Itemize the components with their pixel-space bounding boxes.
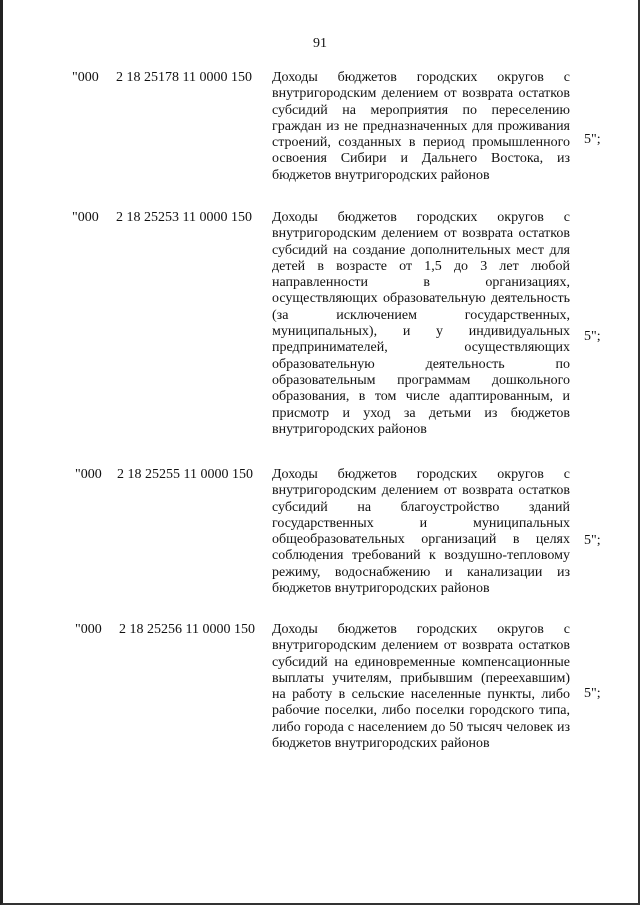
entry-suffix: 5"; — [584, 686, 601, 701]
entry-prefix: "000 — [72, 210, 99, 225]
entry-prefix: "000 — [72, 70, 99, 85]
budget-classification-code: 2 18 25256 11 0000 150 — [119, 622, 255, 637]
budget-classification-code: 2 18 25255 11 0000 150 — [117, 467, 253, 482]
entry-suffix: 5"; — [584, 329, 601, 344]
entry-description: Доходы бюджетов городских округов с внутригородским делением от возврата остатков субсидий на единовременные компенсационные выплаты учителям, прибывшим (переехавшим) на работу в сельские населенные пункты, либо рабочие поселки, либо поселки городского типа, либо города с населением до 50 тысяч человек из бюджетов внутригородских районов — [272, 622, 570, 752]
entry-description: Доходы бюджетов городских округов с внутригородским делением от возврата остатков субсидий на создание дополнительных мест для детей в возрасте от 1,5 до 3 лет любой направленности в организациях, осуществляющих образовательную деятельность (за исключением государственных, муниципальных), и у индивидуальных предпринимателей, осуществляющих образовательную деятельность по образовательным программам дошкольного образования, в том числе адаптированным, и присмотр и уход за детьми из бюджетов внутригородских районов — [272, 210, 570, 437]
entry-prefix: "000 — [75, 467, 102, 482]
entry-description: Доходы бюджетов городских округов с внутригородским делением от возврата остатков субсидий на благоустройство зданий государственных и муниципальных общеобразовательных организаций в целях соблюдения требований к воздушно-тепловому режиму, водоснабжению и канализации из бюджетов внутригородских районов — [272, 467, 570, 597]
budget-classification-code: 2 18 25253 11 0000 150 — [116, 210, 252, 225]
page-number: 91 — [313, 36, 327, 51]
entry-suffix: 5"; — [584, 132, 601, 147]
budget-classification-code: 2 18 25178 11 0000 150 — [116, 70, 252, 85]
entry-suffix: 5"; — [584, 533, 601, 548]
entry-prefix: "000 — [75, 622, 102, 637]
entry-description: Доходы бюджетов городских округов с внутригородским делением от возврата остатков субсидий на мероприятия по переселению граждан из не предназначенных для проживания строений, созданных в период промышленного освоения Сибири и Дальнего Востока, из бюджетов внутригородских районов — [272, 70, 570, 183]
